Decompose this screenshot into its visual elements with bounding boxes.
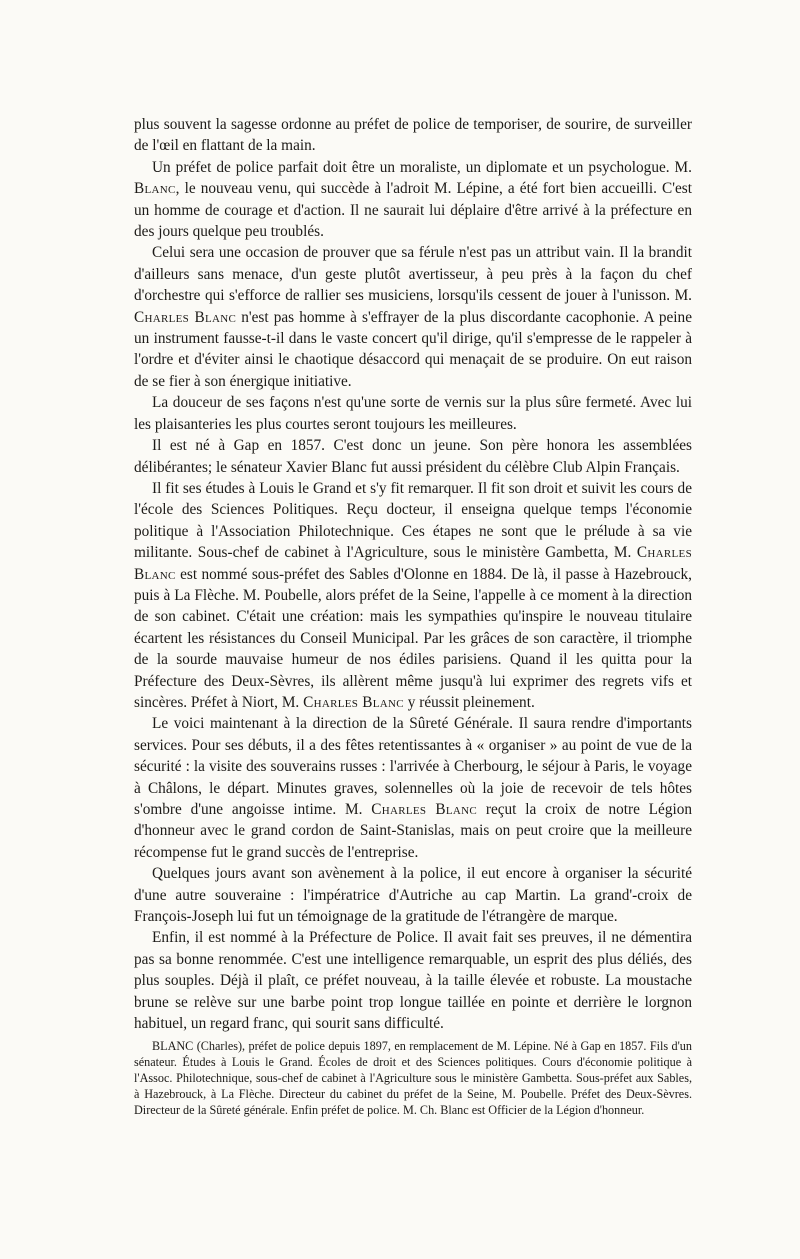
paragraph-3-text-a: Celui sera une occasion de prouver que sa férule n'est pas un attribut vain. Il la brandit d'ailleurs sans menace, d'un geste plutôt avertisseur, à peu près à la façon du chef d'orchestre qui s'efforce de rallier ses musiciens, lorsqu'ils cessent de jouer à l'unisson. M. <box>134 244 692 305</box>
biographical-footnote <box>134 1038 692 1118</box>
paragraph-2-text-b: , le nouveau venu, qui succède à l'adroit M. Lépine, a été fort bien accueilli. C'est un homme de courage et d'action. Il ne saurait lui déplaire d'être arrivé à la préfecture en des jours quelque peu troublés. <box>134 180 692 241</box>
paragraph-7-text-a: Le voici maintenant à la direction de la Sûreté Générale. Il saura rendre d'importants services. Pour ses débuts, il a des fêtes retentissantes à « organiser » au point de vue de la sécurité : la visite des souverains russes : l'arrivée à Cherbourg, le séjour à Paris, le voyage à Châlons, le départ. Minutes graves, solennelles où la joie de recevoir de tels hôtes s'ombre d'une angoisse intime. M. <box>134 715 692 818</box>
paragraph-1 <box>134 114 692 157</box>
paragraph-4-text: La douceur de ses façons n'est qu'une sorte de vernis sur la plus sûre fermeté. Avec lui les plaisanteries les plus courtes seront toujours les meilleures. <box>134 394 692 433</box>
paragraph-6 <box>134 478 692 713</box>
person-name: Charles Blanc <box>303 693 404 711</box>
paragraph-3-text-b: n'est pas homme à s'effrayer de la plus discordante cacophonie. A peine un instrument fausse-t-il dans le vaste concert qu'il dirige, qu'il s'empresse de le rappeler à l'ordre et d'éviter ainsi le chaotique désaccord qui menaçait de se produire. On eut raison de se fier à son énergique initiative. <box>134 308 692 390</box>
paragraph-6-text-b: est nommé sous-préfet des Sables d'Olonne en 1884. De là, il passe à Hazebrouck, puis à La Flèche. M. Poubelle, alors préfet de la Seine, l'appelle à ce moment à la direction de son cabinet. C'était une création: mais les sympathies qu'inspire le nouveau titulaire écartent les résistances du Conseil Municipal. Par les grâces de son caractère, il triomphe de la sourde mauvaise humeur de nos édiles parisiens. Quand il les quitta pour la Préfecture des Deux-Sèvres, ils allèrent même jusqu'à lui exprimer des regrets vifs et sincères. Préfet à Niort, M. <box>134 565 692 711</box>
paragraph-1-text: plus souvent la sagesse ordonne au préfet de police de temporiser, de sourire, de surveiller de l'œil en flattant de la main. <box>134 116 692 155</box>
paragraph-6-text-c: y réussit pleinement. <box>403 693 535 711</box>
paragraph-8 <box>134 863 692 927</box>
person-name: Blanc <box>134 180 176 198</box>
paragraph-6-text-a: Il fit ses études à Louis le Grand et s'y fit remarquer. Il fit son droit et suivit les cours de l'école des Sciences Politiques. Reçu docteur, il enseigna quelque temps l'économie politique à l'Association Philotechnique. Ces étapes ne sont que le prélude à sa vie militante. Sous-chef de cabinet à l'Agriculture, sous le ministère Gambetta, M. <box>134 479 692 562</box>
person-name: Charles Blanc <box>371 801 478 818</box>
paragraph-9-text: Enfin, il est nommé à la Préfecture de Police. Il avait fait ses preuves, il ne démentira pas sa bonne renommée. C'est une intelligence remarquable, un esprit des plus déliés, des plus souples. Déjà il plaît, ce préfet nouveau, à la taille élevée et robuste. La moustache brune se relève sur une barbe point trop longue taillée en pointe et derrière le lorgnon habituel, un regard franc, qui sourit sans difficulté. <box>134 929 692 1033</box>
paragraph-7-text-b: reçut la croix de notre Légion d'honneur avec le grand cordon de Saint-Stanislas, mais on peut croire que la meilleure récompense fut le grand succès de l'entreprise. <box>134 801 693 861</box>
person-name: Charles Blanc <box>134 308 237 326</box>
article-body <box>134 114 692 1034</box>
person-name: Charles Blanc <box>134 544 692 583</box>
paragraph-2-text-a: Un préfet de police parfait doit être un moraliste, un diplomate et un psychologue. M. <box>152 158 692 176</box>
footnote-text: BLANC (Charles), préfet de police depuis 1897, en remplacement de M. Lépine. Né à Gap en 1857. Fils d'un sénateur. Études à Louis le Grand. Écoles de droit et des Sciences politiques. Cours d'économie politique à l'Assoc. Philotechnique, sous-chef de cabinet à l'Agriculture sous le ministère Gambetta. Sous-préfet aux Sables, à Hazebrouck, à La Flèche. Directeur du cabinet du préfet de la Seine, M. Poubelle. Préfet des Deux-Sèvres. Directeur de la Sûreté générale. Enfin préfet de police. M. Ch. Blanc est Officier de la Légion d'honneur. <box>134 1039 692 1118</box>
paragraph-9 <box>134 927 692 1034</box>
paragraph-5 <box>134 435 692 478</box>
paragraph-5-text: Il est né à Gap en 1857. C'est donc un jeune. Son père honora les assemblées délibérantes; le sénateur Xavier Blanc fut aussi président du célèbre Club Alpin Français. <box>134 437 692 476</box>
paragraph-3 <box>134 242 692 392</box>
paragraph-7 <box>134 713 692 863</box>
paragraph-2 <box>134 157 692 243</box>
paragraph-4 <box>134 392 692 435</box>
paragraph-8-text: Quelques jours avant son avènement à la police, il eut encore à organiser la sécurité d'une autre souveraine : l'impératrice d'Autriche au cap Martin. La grand'-croix de François-Joseph lui fut un témoignage de la gratitude de l'étrangère de marque. <box>134 865 692 926</box>
